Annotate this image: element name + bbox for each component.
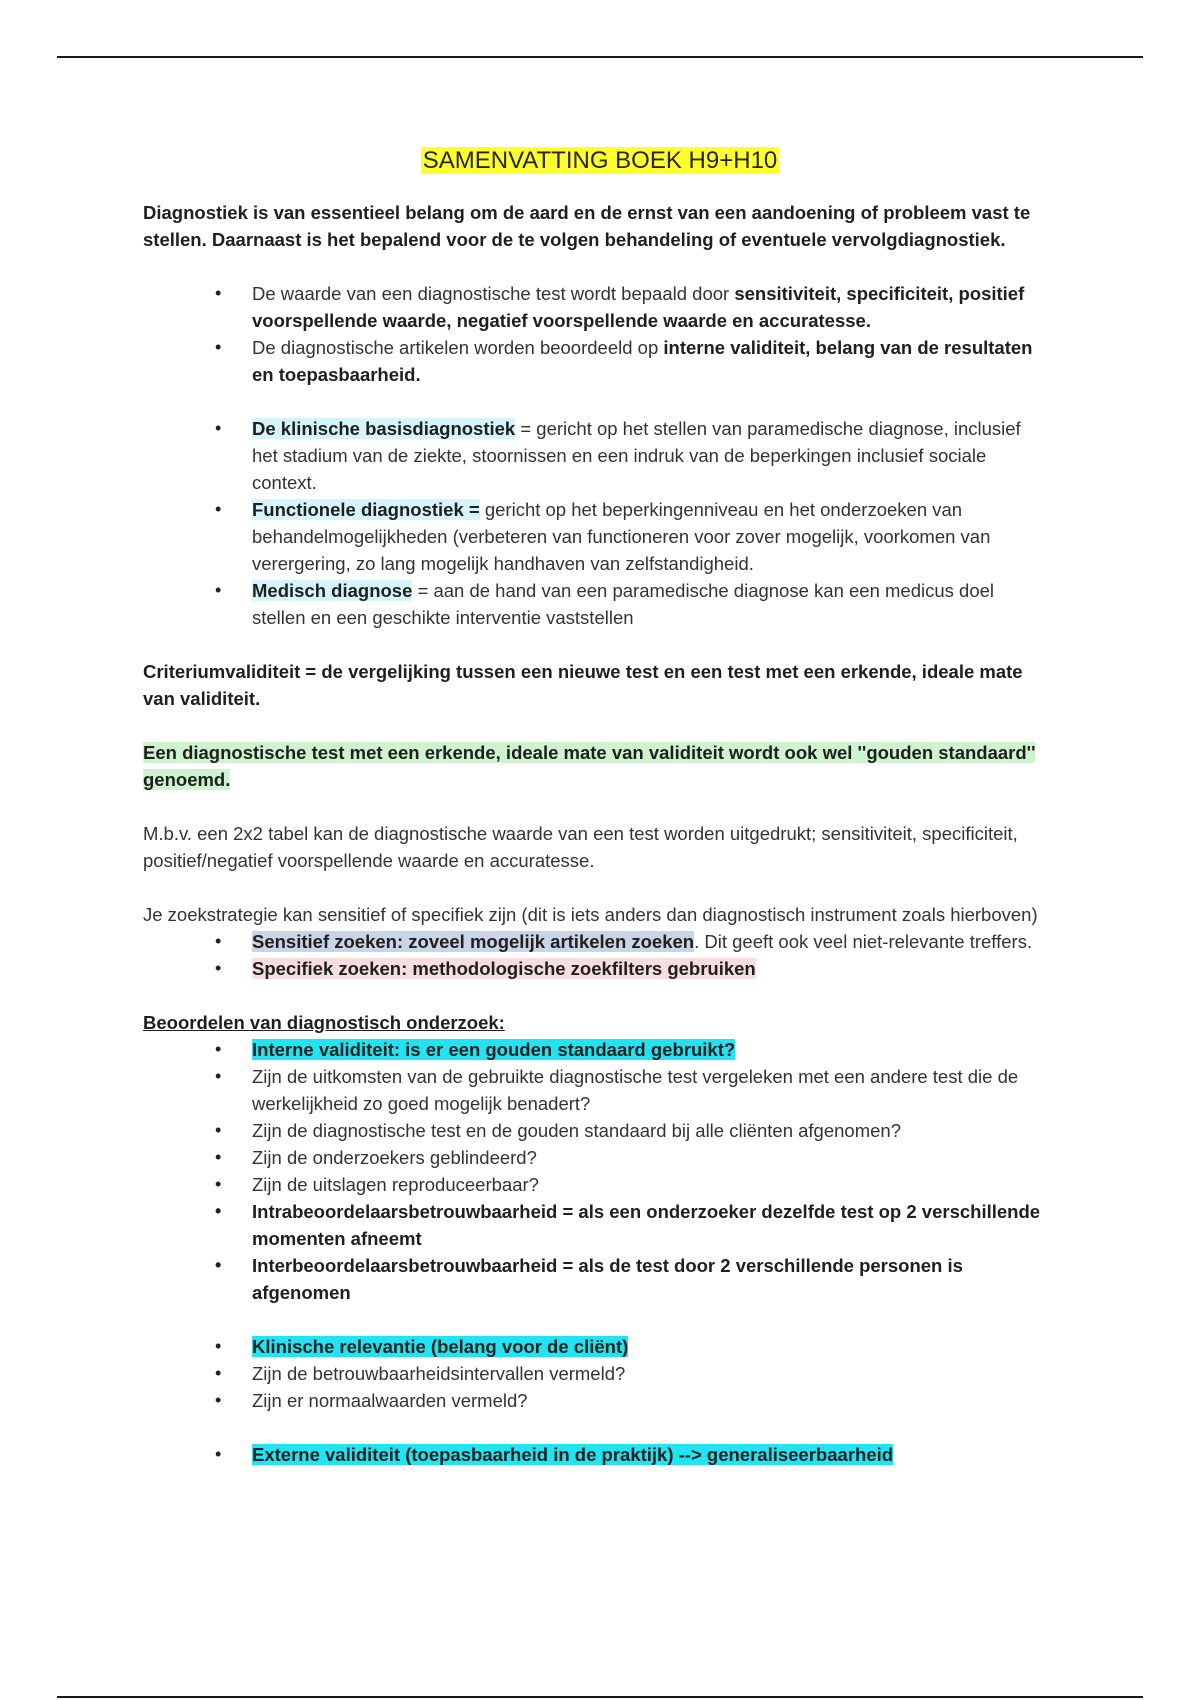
klinische-relevantie-list (143, 1333, 1048, 1414)
list-item: • Intrabeoordelaarsbetrouwbaarheid = als een onderzoeker dezelfde test op 2 verschillende momenten afneemt (143, 1198, 1048, 1252)
externe-validiteit-list (143, 1441, 1048, 1468)
top-rule (57, 56, 1143, 58)
list-item: • Functionele diagnostiek = gericht op het beperkingenniveau en het onderzoeken van behandelmogelijkheden (verbeteren van functioneren voor zover mogelijk, voorkomen van verergering, zo lang mogelijk handhaven van zelfstandigheid. (143, 496, 1048, 577)
list-item: • Externe validiteit (toepasbaarheid in de praktijk) --> generaliseerbaarheid (143, 1441, 1048, 1468)
search-strategy-list (143, 928, 1048, 982)
list-item: • De klinische basisdiagnostiek = gericht op het stellen van paramedische diagnose, inclusief het stadium van de ziekte, stoornissen en een indruk van de beperkingen inclusief sociale context. (143, 415, 1048, 496)
diagnostics-types-list (143, 415, 1048, 631)
criterium-paragraph: Criteriumvaliditeit = de vergelijking tussen een nieuwe test en een test met een erkende, ideale mate van validiteit. (143, 661, 1023, 709)
intro-paragraph: Diagnostiek is van essentieel belang om de aard en de ernst van een aandoening of probleem vast te stellen. Daarnaast is het bepalend voor de te volgen behandeling of eventuele vervolgdiagnostiek. (143, 202, 1031, 250)
list-item: • Zijn de betrouwbaarheidsintervallen vermeld? (143, 1360, 1048, 1387)
list-item: • Interne validiteit: is er een gouden standaard gebruikt? (143, 1036, 1048, 1063)
list-item: • Sensitief zoeken: zoveel mogelijk artikelen zoeken. Dit geeft ook veel niet-relevante treffers. (143, 928, 1048, 955)
document-body (143, 199, 1048, 1468)
list-item: • Zijn de uitkomsten van de gebruikte diagnostische test vergeleken met een andere test die de werkelijkheid zo goed mogelijk benadert? (143, 1063, 1048, 1117)
test-value-list (143, 280, 1048, 388)
beoordelen-list (143, 1036, 1048, 1306)
list-item: • De diagnostische artikelen worden beoordeeld op interne validiteit, belang van de resultaten en toepasbaarheid. (143, 334, 1048, 388)
gouden-standaard-paragraph: Een diagnostische test met een erkende, ideale mate van validiteit wordt ook wel ''gouden standaard'' genoemd. (143, 742, 1036, 790)
list-item: • Klinische relevantie (belang voor de cliënt) (143, 1333, 1048, 1360)
list-item: • Zijn de onderzoekers geblindeerd? (143, 1144, 1048, 1171)
list-item: • Zijn de diagnostische test en de gouden standaard bij alle cliënten afgenomen? (143, 1117, 1048, 1144)
zoekstrategie-paragraph: Je zoekstrategie kan sensitief of specifiek zijn (dit is iets anders dan diagnostisch instrument zoals hierboven) (143, 904, 1038, 925)
list-item: • Interbeoordelaarsbetrouwbaarheid = als de test door 2 verschillende personen is afgenomen (143, 1252, 1048, 1306)
list-item: • De waarde van een diagnostische test wordt bepaald door sensitiviteit, specificiteit, positief voorspellende waarde, negatief voorspellende waarde en accuratesse. (143, 280, 1048, 334)
bottom-rule (57, 1696, 1143, 1698)
list-item: • Zijn er normaalwaarden vermeld? (143, 1387, 1048, 1414)
tabel-paragraph: M.b.v. een 2x2 tabel kan de diagnostische waarde van een test worden uitgedrukt; sensitiviteit, specificiteit, positief/negatief voorspellende waarde en accuratesse. (143, 823, 1018, 871)
list-item: • Zijn de uitslagen reproduceerbaar? (143, 1171, 1048, 1198)
beoordelen-heading: Beoordelen van diagnostisch onderzoek: (143, 1012, 505, 1033)
list-item: • Medisch diagnose = aan de hand van een paramedische diagnose kan een medicus doel stellen en een geschikte interventie vaststellen (143, 577, 1048, 631)
page-title (0, 145, 1200, 177)
list-item: • Specifiek zoeken: methodologische zoekfilters gebruiken (143, 955, 1048, 982)
page-title-text: SAMENVATTING BOEK H9+H10 (422, 147, 778, 174)
